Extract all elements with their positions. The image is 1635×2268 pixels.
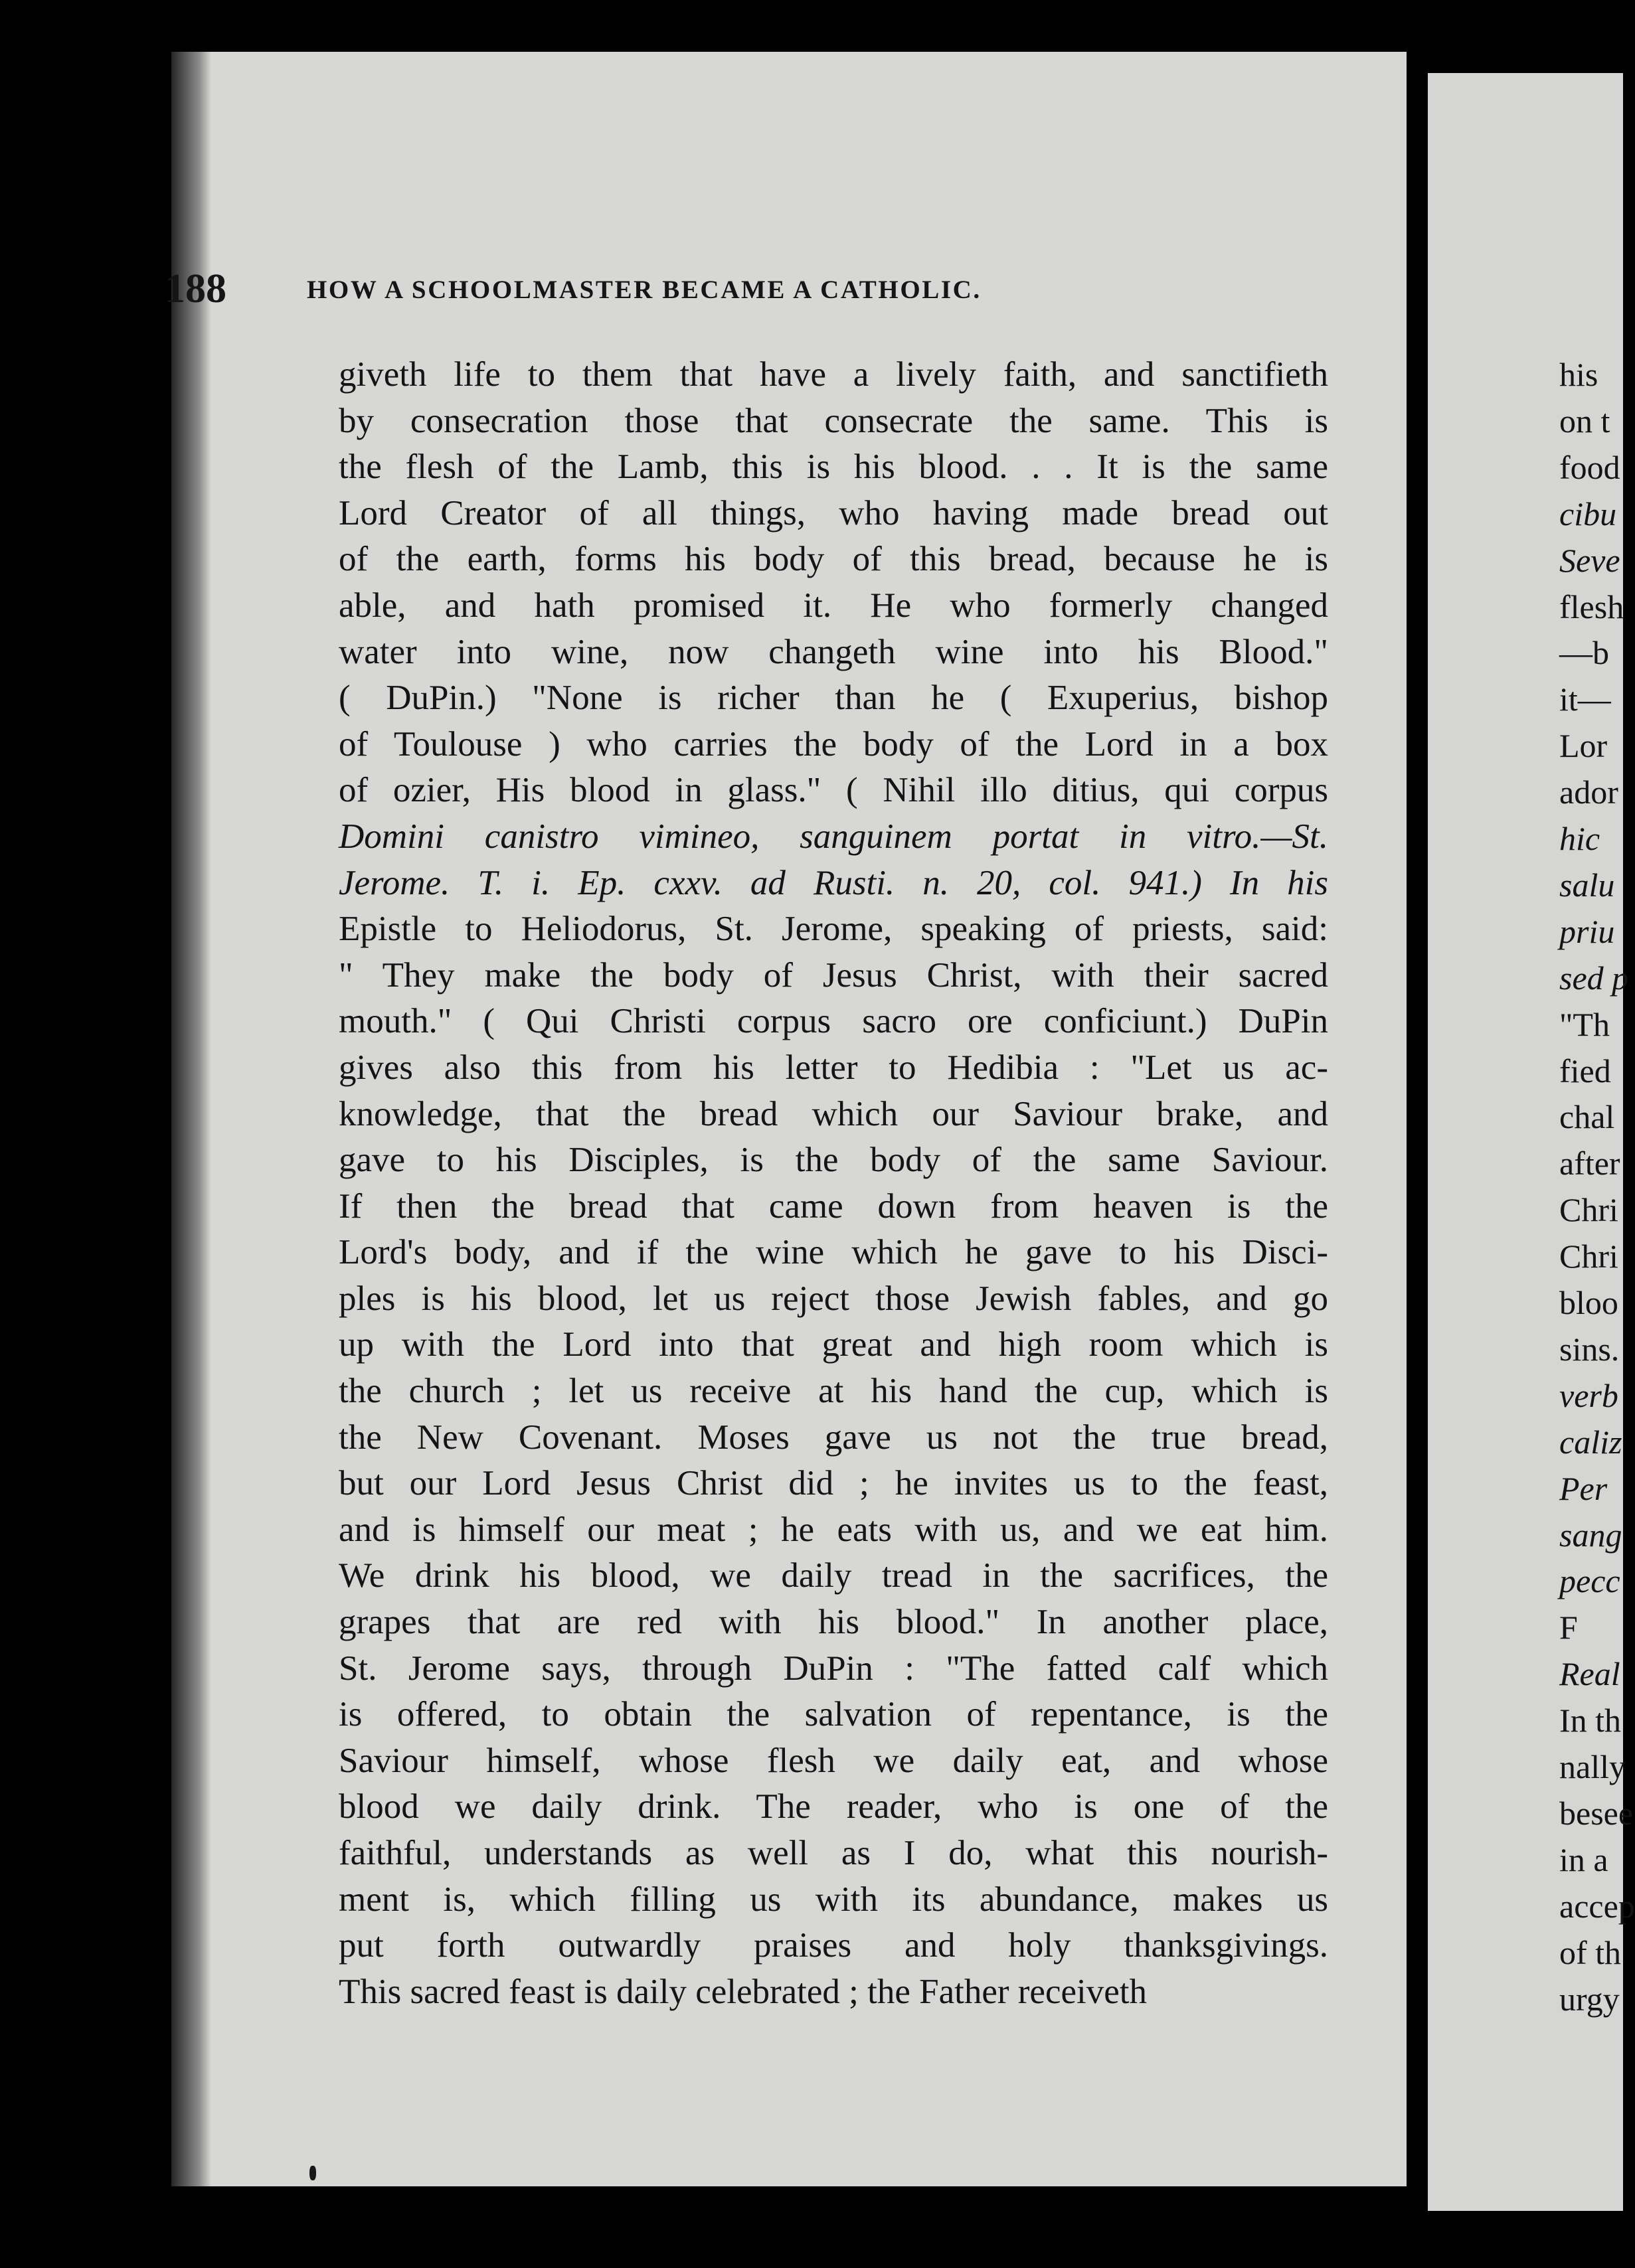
fragment-line: pecc [1559,1562,1620,1600]
fragment-line: —b [1559,634,1609,672]
text-line: by consecration those that consecrate the same. This is [339,401,1328,440]
text-line: and is himself our meat ; he eats with us, and we eat him. [339,1510,1328,1549]
text-line: gives also this from his letter to Hedibia : "Let us ac- [339,1048,1328,1087]
fragment-line: of th [1559,1933,1622,1971]
fragment-line: urgy [1559,1980,1620,2018]
fragment-line: cibu [1559,495,1617,532]
fragment-line: nally [1559,1748,1626,1785]
text-line: but our Lord Jesus Christ did ; he invites us to the feast, [339,1464,1328,1503]
fragment-line: fied [1559,1052,1611,1090]
text-line: ples is his blood, let us reject those Jewish fables, and go [339,1279,1328,1318]
fragment-line: salu [1559,866,1615,904]
fragment-line: sins. [1559,1330,1620,1368]
text-line: up with the Lord into that great and high room which is [339,1325,1328,1364]
text-line: water into wine, now changeth wine into his Blood." [339,632,1328,671]
text-line: knowledge, that the bread which our Saviour brake, and [339,1094,1328,1133]
fragment-line: accep [1559,1887,1635,1925]
left-page-text [339,352,1328,2015]
text-line: mouth." ( Qui Christi corpus sacro ore conficiunt.) DuPin [339,1002,1328,1041]
fragment-line: "Th [1559,1005,1610,1043]
text-line: Lord's body, and if the wine which he gave to his Disci- [339,1233,1328,1272]
text-line: This sacred feast is daily celebrated ; the Father receiveth [339,1972,1147,2011]
fragment-line: bloo [1559,1284,1618,1321]
fragment-line: Real [1559,1655,1620,1693]
text-line: St. Jerome says, through DuPin : "The fatted calf which [339,1649,1328,1688]
text-line: the flesh of the Lamb, this is his blood. . . It is the same [339,447,1328,487]
page-number: 188 [165,266,226,311]
text-line: the church ; let us receive at his hand the cup, which is [339,1372,1328,1411]
fragment-line: caliz [1559,1423,1622,1461]
fragment-line: Chri [1559,1238,1618,1275]
fragment-line: Per [1559,1469,1608,1507]
text-line: grapes that are red with his blood." In another place, [339,1603,1328,1642]
text-line: " They make the body of Jesus Christ, with their sacred [339,955,1328,995]
fragment-line: F [1559,1609,1578,1647]
text-line: Domini canistro vimineo, sanguinem portat in vitro.—St. [339,817,1328,856]
text-line: Epistle to Heliodorus, St. Jerome, speaking of priests, said: [339,910,1328,949]
fragment-line: after [1559,1145,1620,1182]
text-line: ( DuPin.) "None is richer than he ( Exuperius, bishop [339,679,1328,718]
text-line: put forth outwardly praises and holy thanksgivings. [339,1926,1328,1965]
fragment-line: sed p [1559,959,1629,997]
fragment-line: ador [1559,773,1618,811]
text-line: faithful, understands as well as I do, what this nourish- [339,1834,1328,1872]
text-line: gave to his Disciples, is the body of the same Saviour. [339,1141,1328,1180]
text-line: We drink his blood, we daily tread in the sacrifices, the [339,1556,1328,1595]
fragment-line: Lor [1559,727,1608,765]
text-line: of Toulouse ) who carries the body of the Lord in a box [339,724,1328,764]
fragment-line: hic [1559,820,1600,857]
running-title: HOW A SCHOOLMASTER BECAME A CATHOLIC. [307,276,982,304]
fragment-line: Seve [1559,541,1620,579]
fragment-line: chal [1559,1098,1615,1136]
fragment-line: food [1559,448,1620,486]
text-line: of the earth, forms his body of this bread, because he is [339,540,1328,579]
text-line: of ozier, His blood in glass." ( Nihil illo ditius, qui corpus [339,771,1328,810]
text-line: Saviour himself, whose flesh we daily eat, and whose [339,1741,1328,1780]
text-line: ment is, which filling us with its abundance, makes us [339,1880,1328,1919]
page-gutter [171,52,211,2186]
fragment-line: besee [1559,1794,1634,1832]
fragment-line: Chri [1559,1191,1618,1229]
text-line: blood we daily drink. The reader, who is one of the [339,1787,1328,1826]
text-line: giveth life to them that have a lively faith, and sanctifieth [339,355,1328,394]
fragment-line: his [1559,356,1598,393]
text-line: Jerome. T. i. Ep. cxxv. ad Rusti. n. 20, col. 941.) In his [339,863,1328,902]
fragment-line: flesh [1559,588,1624,625]
text-line: is offered, to obtain the salvation of repentance, is the [339,1695,1328,1734]
text-line: the New Covenant. Moses gave us not the true bread, [339,1418,1328,1457]
text-line: Lord Creator of all things, who having made bread out [339,493,1328,532]
ink-speck [309,2166,316,2180]
page-header [165,266,1181,319]
text-line: able, and hath promised it. He who formerly changed [339,586,1328,625]
text-line: If then the bread that came down from heaven is the [339,1186,1328,1226]
fragment-line: priu [1559,912,1615,950]
fragment-line: verb [1559,1376,1618,1414]
fragment-line: sang [1559,1516,1622,1554]
fragment-line: on t [1559,402,1610,440]
fragment-line: it— [1559,681,1611,718]
fragment-line: in a [1559,1840,1608,1878]
fragment-line: In th [1559,1702,1622,1740]
